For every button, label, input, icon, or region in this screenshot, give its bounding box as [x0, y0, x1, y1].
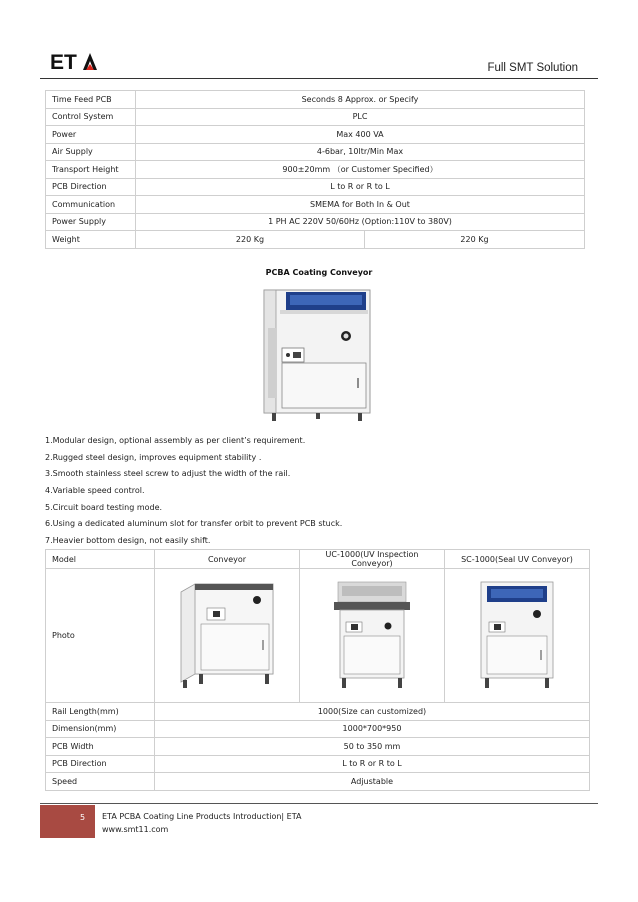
uc1000-photo-cell — [300, 569, 445, 703]
model-row-label: PCB Width — [46, 738, 155, 756]
model-row-value: Adjustable — [155, 773, 590, 791]
section-title: PCBA Coating Conveyor — [265, 268, 373, 277]
model-header-label: Model — [46, 550, 155, 569]
header-divider — [40, 78, 598, 79]
conveyor-photo-cell — [155, 569, 300, 703]
model-row-label: Dimension(mm) — [46, 720, 155, 738]
spec-value: 220 Kg — [365, 231, 585, 249]
footer-title: ETA PCBA Coating Line Products Introduction| ETA — [102, 812, 302, 821]
model-row-value: L to R or R to L — [155, 755, 590, 773]
table-row — [46, 569, 590, 703]
model-header-conveyor: Conveyor — [155, 550, 300, 569]
table-row — [46, 703, 590, 721]
table-row — [46, 91, 585, 109]
spec-label: Communication — [46, 196, 136, 214]
spec-value: 1 PH AC 220V 50/60Hz (Option:110V to 380V) — [136, 213, 585, 231]
spec-label: Power Supply — [46, 213, 136, 231]
spec-label: Air Supply — [46, 143, 136, 161]
spec-table — [45, 90, 585, 249]
page-number: 5 — [80, 813, 86, 822]
uc1000-photo — [332, 580, 412, 692]
table-row — [46, 143, 585, 161]
spec-label: Time Feed PCB — [46, 91, 136, 109]
spec-label: Weight — [46, 231, 136, 249]
page-number-box — [40, 805, 95, 838]
table-row — [46, 231, 585, 249]
list-item: 1.Modular design, optional assembly as per client’s requirement. — [45, 436, 306, 445]
spec-value: Max 400 VA — [136, 126, 585, 144]
model-row-label: Speed — [46, 773, 155, 791]
list-item: 6.Using a dedicated aluminum slot for transfer orbit to prevent PCB stuck. — [45, 519, 343, 529]
list-item: 3.Smooth stainless steel screw to adjust the width of the rail. — [45, 469, 291, 479]
list-item: 5.Circuit board testing mode. — [45, 502, 163, 512]
model-header-uc1000: UC-1000(UV Inspection Conveyor) — [300, 550, 445, 569]
model-row-value: 1000*700*950 — [155, 720, 590, 738]
conveyor-photo — [177, 582, 277, 690]
spec-label: Transport Height — [46, 161, 136, 179]
spec-value: 900±20mm （or Customer Specified） — [136, 161, 585, 179]
table-row — [46, 126, 585, 144]
spec-value: Seconds 8 Approx. or Specify — [136, 91, 585, 109]
spec-value: 220 Kg — [136, 231, 365, 249]
table-row — [46, 755, 590, 773]
sc1000-photo — [477, 580, 557, 692]
spec-value: L to R or R to L — [136, 178, 585, 196]
model-header-sc1000: SC-1000(Seal UV Conveyor) — [445, 550, 590, 569]
spec-value: SMEMA for Both In & Out — [136, 196, 585, 214]
table-row — [46, 161, 585, 179]
spec-value: PLC — [136, 108, 585, 126]
model-row-value: 1000(Size can customized) — [155, 703, 590, 721]
model-row-value: 50 to 350 mm — [155, 738, 590, 756]
list-item: 2.Rugged steel design, improves equipment stability . — [45, 452, 262, 462]
model-table — [45, 549, 590, 791]
table-row — [46, 213, 585, 231]
feature-list — [45, 435, 342, 552]
footer-divider — [40, 803, 598, 804]
list-item: 4.Variable speed control. — [45, 486, 145, 496]
table-row — [46, 773, 590, 791]
spec-label: Control System — [46, 108, 136, 126]
svg-text:ET: ET — [50, 51, 77, 74]
table-row — [46, 720, 590, 738]
spec-label: Power — [46, 126, 136, 144]
model-row-label: Rail Length(mm) — [46, 703, 155, 721]
table-row — [46, 550, 590, 569]
model-row-label: PCB Direction — [46, 755, 155, 773]
list-item: 7.Heavier bottom design, not easily shift. — [45, 536, 211, 546]
coating-conveyor-photo — [258, 288, 376, 423]
sc1000-photo-cell — [445, 569, 590, 703]
table-row — [46, 178, 585, 196]
header-tagline: Full SMT Solution — [487, 62, 578, 74]
table-row — [46, 196, 585, 214]
spec-value: 4-6bar, 10ltr/Min Max — [136, 143, 585, 161]
spec-label: PCB Direction — [46, 178, 136, 196]
table-row — [46, 108, 585, 126]
table-row — [46, 738, 590, 756]
footer-url[interactable]: www.smt11.com — [102, 825, 169, 834]
photo-label: Photo — [46, 569, 155, 703]
eta-logo — [50, 50, 104, 74]
